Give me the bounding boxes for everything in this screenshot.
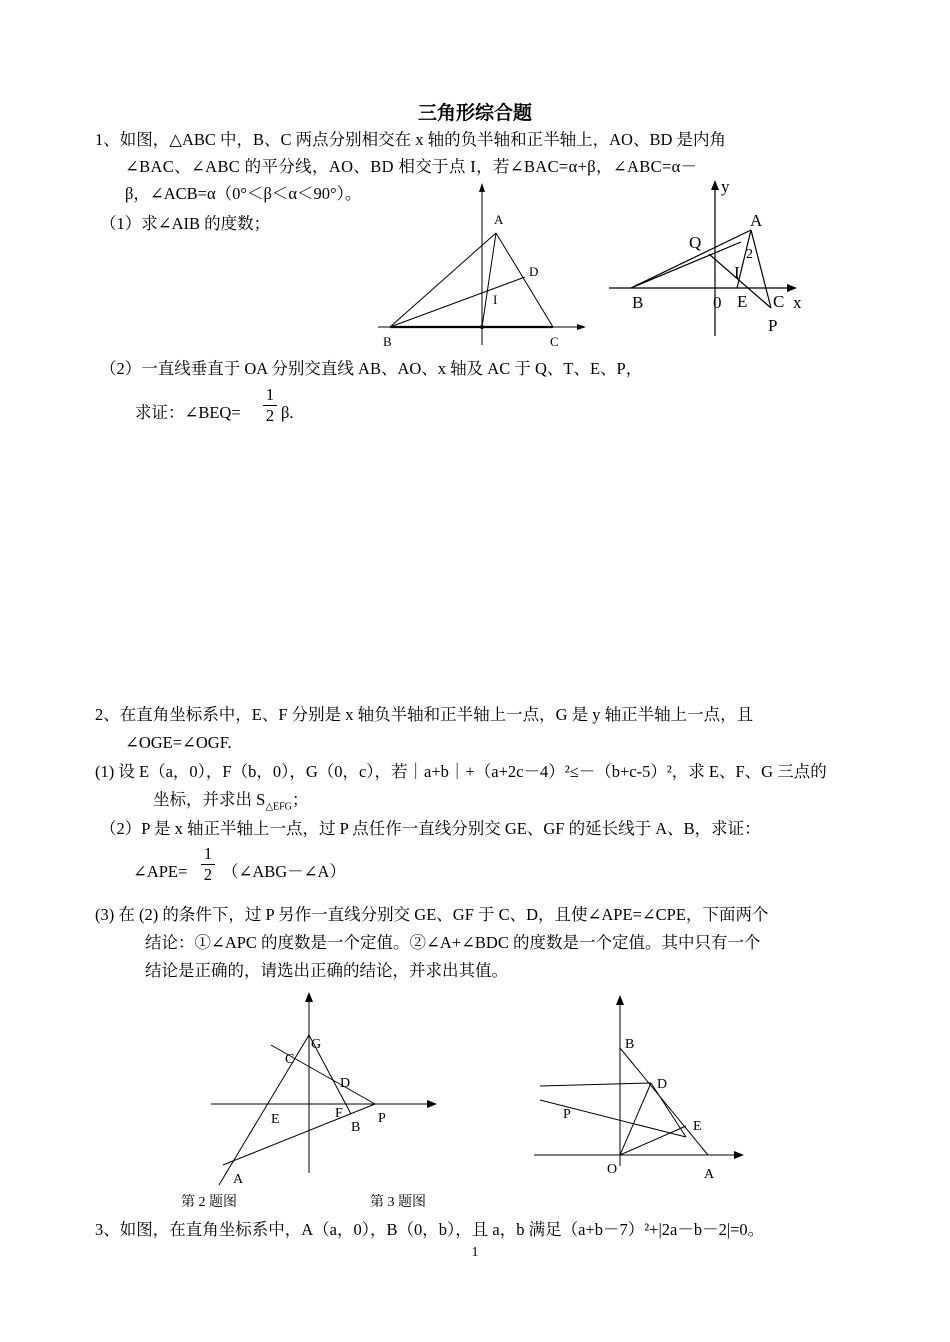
figure-3: [530, 990, 760, 1190]
q2-part2-line1: （2）P 是 x 轴正半轴上一点，过 P 点任作一直线分别交 GE、GF 的延长线于 A、B，求证：: [100, 819, 761, 838]
fig2-label-E: E: [271, 1112, 280, 1127]
q1-line1: 1、如图，△ABC 中，B、C 两点分别相交在 x 轴的负半轴和正半轴上，AO、BD 是内角: [95, 130, 727, 149]
q2-frac-den: 2: [203, 865, 213, 884]
q1-frac-num: 1: [265, 385, 275, 404]
fig1b-label-2: 2: [746, 247, 753, 262]
fig1a-label-C: C: [550, 334, 559, 349]
q1-part2: （2）一直线垂直于 OA 分别交直线 AB、AO、x 轴及 AC 于 Q、T、E、P，: [100, 359, 643, 378]
fig3-label-B: B: [625, 1037, 635, 1052]
fig3-label-A: A: [704, 1167, 715, 1182]
q1-line2: ∠BAC、∠ABC 的平分线，AO、BD 相交于点 I，若∠BAC=α+β，∠ABC=α－: [125, 157, 698, 176]
q2-line1: 2、在直角坐标系中，E、F 分别是 x 轴负半轴和正半轴上一点，G 是 y 轴正半轴上一点，且: [95, 705, 754, 724]
fig2-label-B: B: [351, 1120, 361, 1135]
q2-part2-suffix: （∠ABG－∠A）: [222, 862, 346, 881]
fig1b-label-x: x: [793, 293, 802, 312]
fig3-caption: 第 3 题图: [370, 1195, 426, 1210]
fig1a-label-I: I: [493, 292, 498, 307]
q3-line1: 3、如图，在直角坐标系中，A（a，0），B（0，b），且 a，b 满足（a+b－7）²+|2a－b－2|=0。: [95, 1220, 765, 1239]
q1-part1: （1）求∠AIB 的度数；: [100, 214, 271, 233]
fig2-label-G: G: [311, 1037, 322, 1052]
q2-frac-num: 1: [203, 844, 213, 863]
q2-fraction: [200, 845, 216, 884]
q2-part3-line1: (3) 在 (2) 的条件下，过 P 另作一直线分别交 GE、GF 于 C、D，且使∠APE=∠CPE，下面两个: [95, 905, 769, 924]
fig3-label-D: D: [657, 1077, 668, 1092]
fig2-caption: 第 2 题图: [181, 1195, 237, 1210]
fig1a-label-B: B: [383, 334, 392, 349]
fig3-label-P: P: [563, 1107, 571, 1122]
fig2-label-C: C: [285, 1052, 295, 1067]
fig1b-label-C: C: [773, 292, 785, 311]
fig3-label-E: E: [693, 1119, 702, 1134]
page-title: 三角形综合题: [417, 102, 532, 124]
fig2-label-A: A: [233, 1172, 244, 1187]
fig2-label-F: F: [335, 1106, 343, 1121]
fig1b-label-A: A: [750, 211, 763, 230]
fig1a-label-A: A: [494, 212, 504, 227]
q1-proof-prefix: 求证：∠BEQ=: [135, 403, 241, 422]
q2-part1-line2: [153, 789, 308, 811]
figure-2: [205, 987, 445, 1187]
fig1b-label-O: 0: [713, 293, 722, 312]
fig2-label-D: D: [340, 1076, 351, 1091]
fig1b-label-y: y: [721, 177, 730, 196]
page-number: 1: [471, 1245, 479, 1260]
q2-p1b-prefix: 坐标，并求出 S: [153, 790, 266, 809]
fig1a-label-D: D: [529, 264, 539, 279]
fig3-label-O: O: [607, 1162, 618, 1177]
fig1b-label-Q: Q: [689, 233, 702, 252]
q2-line2: ∠OGE=∠OGF.: [125, 733, 232, 752]
q1-line3: β，∠ACB=α（0°＜β＜α＜90°）。: [125, 184, 362, 203]
q2-part3-line2: 结论：①∠APC 的度数是一个定值。②∠A+∠BDC 的度数是一个定值。其中只有一个: [145, 933, 761, 952]
figure-1a: [372, 180, 592, 350]
q2-part1-line1: (1) 设 E（a，0），F（b，0），G（0，c），若｜a+b｜+（a+2c－4）²≤－（b+c-5）²，求 E、F、G 三点的: [95, 762, 827, 781]
q2-p1b-sub: △EFG: [265, 801, 292, 813]
figure-1b: [605, 178, 815, 338]
q2-p1b-suffix: ；: [291, 790, 309, 809]
q1-proof-suffix: β.: [281, 403, 294, 422]
q1-frac-den: 2: [265, 406, 275, 425]
fig1b-label-E: E: [737, 292, 748, 311]
q1-fraction: [262, 386, 278, 425]
fig1b-label-P: P: [768, 316, 778, 335]
q2-part3-line3: 结论是正确的，请选出正确的结论，并求出其值。: [145, 961, 508, 980]
fig1b-label-B: B: [632, 293, 644, 312]
q2-part2-prefix: ∠APE=: [133, 862, 188, 881]
fig2-label-P: P: [378, 1111, 386, 1126]
fig1b-label-I: I: [734, 263, 740, 282]
